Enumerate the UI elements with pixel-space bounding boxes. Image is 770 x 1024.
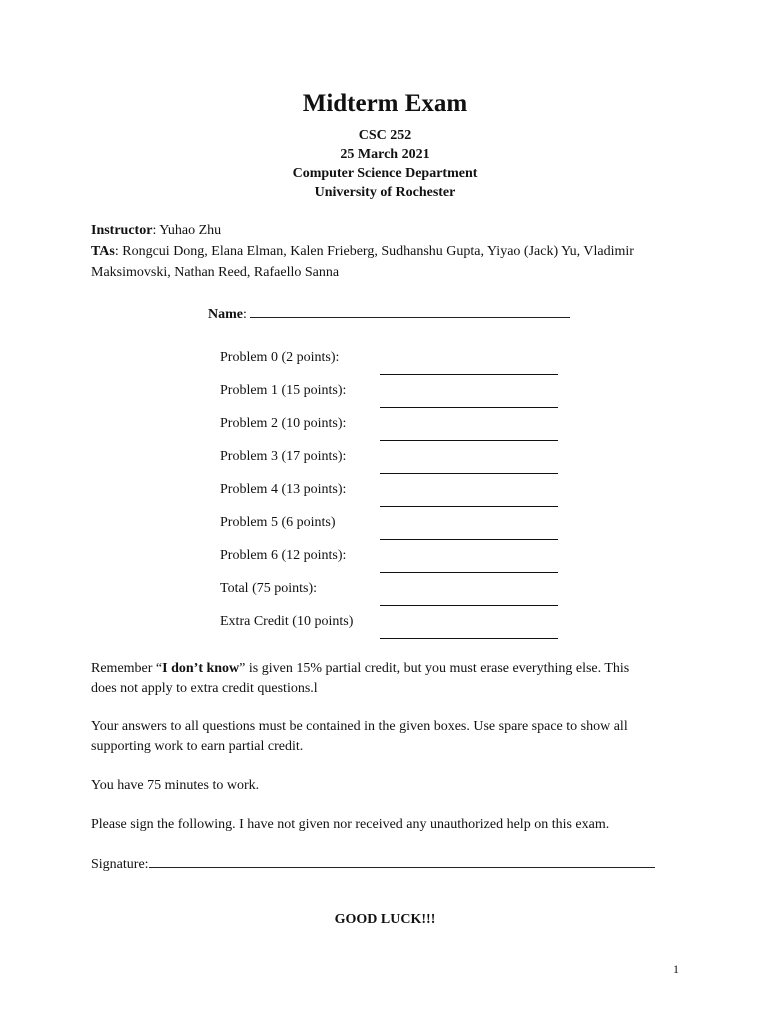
problem-3-score-blank[interactable] — [380, 473, 558, 474]
exam-title: Midterm Exam — [302, 90, 468, 117]
problem-4-score-blank[interactable] — [380, 506, 558, 507]
problem-6-score-blank[interactable] — [380, 572, 558, 573]
remember-line2: does not apply to extra credit questions.l — [91, 681, 318, 696]
remember-pre: Remember “ — [91, 661, 163, 676]
problem-0-score-blank[interactable] — [380, 374, 558, 375]
problem-0-label: Problem 0 (2 points): — [220, 350, 340, 365]
problem-2-label: Problem 2 (10 points): — [220, 416, 347, 431]
name-blank[interactable] — [250, 303, 570, 318]
problem-6-label: Problem 6 (12 points): — [220, 548, 347, 563]
total-label: Total (75 points): — [220, 581, 318, 596]
instructor-value: : Yuhao Zhu — [152, 223, 222, 238]
course-code: CSC 252 — [358, 128, 412, 143]
problem-5-score-blank[interactable] — [380, 539, 558, 540]
tas-label: TAs — [91, 244, 115, 259]
extra-credit-score-blank[interactable] — [380, 638, 558, 639]
remember-paragraph — [91, 659, 691, 699]
department: Computer Science Department — [292, 166, 478, 181]
instructor-label: Instructor — [91, 223, 153, 238]
honor-paragraph: Please sign the following. I have not given nor received any unauthorized help on this exam. — [91, 817, 610, 832]
name-field[interactable] — [208, 303, 570, 323]
answers-paragraph — [91, 717, 691, 757]
extra-credit-label: Extra Credit (10 points) — [220, 614, 354, 629]
tas-line-2: Maksimovski, Nathan Reed, Rafaello Sanna — [91, 265, 340, 280]
name-label: Name — [208, 307, 243, 322]
signature-field[interactable] — [91, 853, 691, 875]
problem-4-label: Problem 4 (13 points): — [220, 482, 347, 497]
problem-5-label: Problem 5 (6 points) — [220, 515, 336, 530]
time-paragraph: You have 75 minutes to work. — [91, 778, 260, 793]
instructor-line — [91, 223, 221, 239]
university: University of Rochester — [314, 185, 456, 200]
signature-label: Signature: — [91, 857, 149, 872]
remember-post: ” is given 15% partial credit, but you must erase everything else. This — [239, 661, 630, 676]
problem-3-label: Problem 3 (17 points): — [220, 449, 347, 464]
answers-line1: Your answers to all questions must be contained in the given boxes. Use spare space to show all — [91, 719, 628, 734]
problem-1-label: Problem 1 (15 points): — [220, 383, 347, 398]
total-score-blank[interactable] — [380, 605, 558, 606]
remember-bold: I don’t know — [162, 661, 240, 676]
page-number: 1 — [673, 962, 679, 976]
problem-2-score-blank[interactable] — [380, 440, 558, 441]
tas-value-line1: : Rongcui Dong, Elana Elman, Kalen Frieberg, Sudhanshu Gupta, Yiyao (Jack) Yu, Vladimir — [114, 244, 634, 259]
exam-date: 25 March 2021 — [340, 147, 430, 162]
good-luck: GOOD LUCK!!! — [334, 912, 436, 927]
problem-1-score-blank[interactable] — [380, 407, 558, 408]
name-sep: : — [243, 307, 251, 322]
signature-blank[interactable] — [149, 853, 655, 868]
answers-line2: supporting work to earn partial credit. — [91, 739, 304, 754]
tas-line — [91, 244, 634, 260]
